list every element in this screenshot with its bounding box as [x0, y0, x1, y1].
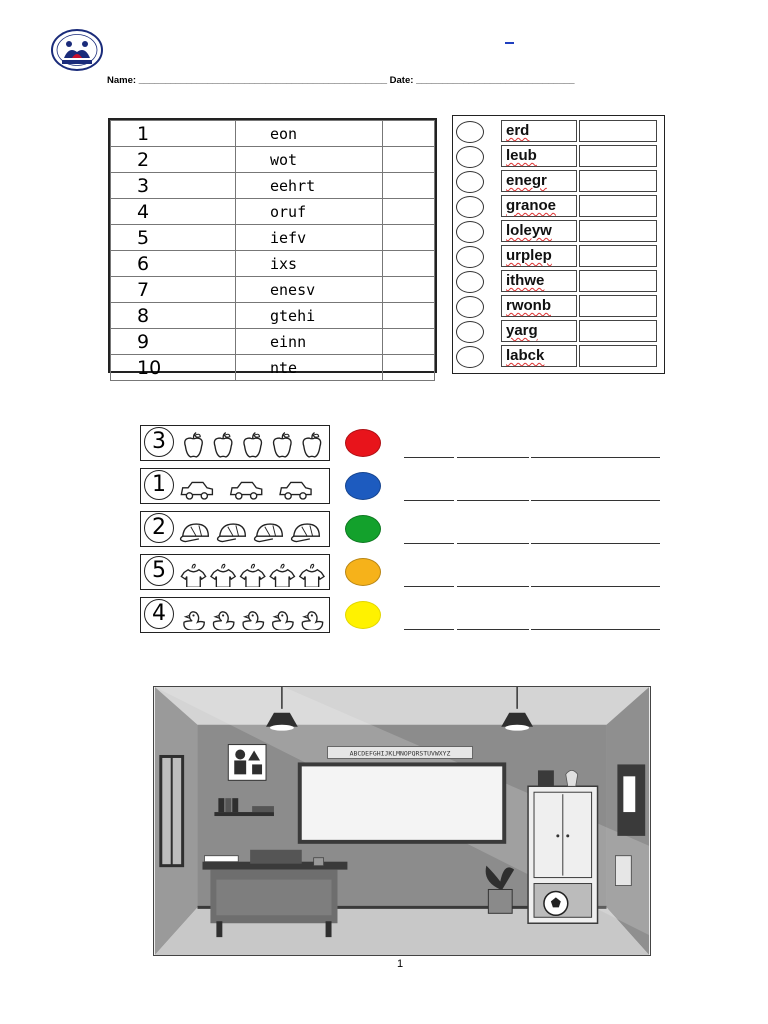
- scrambled-word-cell: eon: [236, 121, 383, 147]
- answer-cell[interactable]: [383, 277, 435, 303]
- answer-line[interactable]: [404, 457, 660, 459]
- name-field[interactable]: _______________________________________________: [138, 75, 388, 86]
- color-dot: [345, 472, 381, 500]
- duck-icon: [302, 612, 322, 630]
- answer-box[interactable]: [579, 270, 657, 292]
- page-number: 1: [396, 958, 404, 970]
- number-words-table: [108, 118, 437, 379]
- table-row: [111, 199, 435, 225]
- number-cell: 3: [111, 173, 236, 199]
- scrambled-color-word: ithwe: [501, 270, 577, 292]
- duck-icon: [184, 612, 204, 630]
- scrambled-color-word: leub: [501, 145, 577, 167]
- duck-icon: [214, 612, 234, 630]
- answer-box[interactable]: [579, 345, 657, 367]
- list-item: [453, 195, 666, 220]
- scrambled-word-cell: wot: [236, 147, 383, 173]
- number-cell: 5: [111, 225, 236, 251]
- answer-cell[interactable]: [383, 225, 435, 251]
- color-circle[interactable]: [456, 346, 484, 368]
- header-mark: [505, 42, 514, 44]
- car-icon: [280, 482, 311, 499]
- counting-row: [140, 468, 330, 504]
- count-digit: 2: [144, 513, 174, 543]
- answer-line[interactable]: [404, 543, 660, 545]
- color-circle[interactable]: [456, 321, 484, 343]
- apple-icon: [244, 433, 262, 457]
- color-circle[interactable]: [456, 246, 484, 268]
- color-circle[interactable]: [456, 196, 484, 218]
- list-item: [453, 220, 666, 245]
- answer-cell[interactable]: [383, 121, 435, 147]
- answer-box[interactable]: [579, 245, 657, 267]
- counted-objects: [179, 514, 327, 544]
- scrambled-word-cell: oruf: [236, 199, 383, 225]
- answer-box[interactable]: [579, 220, 657, 242]
- scrambled-color-word: yarg: [501, 320, 577, 342]
- answer-line[interactable]: [404, 586, 660, 588]
- color-circle[interactable]: [456, 221, 484, 243]
- duck-icon: [273, 612, 293, 630]
- color-dot: [345, 429, 381, 457]
- car-icon: [231, 482, 262, 499]
- scrambled-word-cell: enesv: [236, 277, 383, 303]
- color-dot: [345, 558, 381, 586]
- color-dot: [345, 601, 381, 629]
- number-cell: 8: [111, 303, 236, 329]
- shirt-icon: [241, 564, 265, 587]
- scrambled-word-cell: iefv: [236, 225, 383, 251]
- apple-icon: [274, 433, 292, 457]
- answer-line[interactable]: [404, 500, 660, 502]
- list-item: [453, 120, 666, 145]
- counting-row: [140, 511, 330, 547]
- counting-row: [140, 554, 330, 590]
- apple-icon: [185, 433, 203, 457]
- list-item: [453, 295, 666, 320]
- counting-row: [140, 597, 330, 633]
- table-row: [111, 251, 435, 277]
- alphabet-strip: ABCDEFGHIJKLMNOPQRSTUVWXYZ: [349, 749, 451, 758]
- count-digit: 5: [144, 556, 174, 586]
- color-circle[interactable]: [456, 171, 484, 193]
- number-cell: 1: [111, 121, 236, 147]
- table-row: [111, 303, 435, 329]
- count-digit: 1: [144, 470, 174, 500]
- answer-box[interactable]: [579, 195, 657, 217]
- table-row: [111, 173, 435, 199]
- cap-icon: [292, 524, 320, 542]
- counting-row: [140, 425, 330, 461]
- scrambled-color-word: erd: [501, 120, 577, 142]
- list-item: [453, 170, 666, 195]
- answer-cell[interactable]: [383, 173, 435, 199]
- list-item: [453, 320, 666, 345]
- answer-box[interactable]: [579, 145, 657, 167]
- number-cell: 10: [111, 355, 236, 381]
- color-words-box: [452, 115, 665, 374]
- counted-objects: [179, 471, 327, 501]
- school-logo: [50, 28, 104, 72]
- apple-icon: [303, 433, 321, 457]
- shirt-icon: [181, 564, 205, 587]
- table-row: [111, 277, 435, 303]
- number-cell: 6: [111, 251, 236, 277]
- answer-cell[interactable]: [383, 303, 435, 329]
- answer-cell[interactable]: [383, 355, 435, 381]
- number-cell: 2: [111, 147, 236, 173]
- number-cell: 4: [111, 199, 236, 225]
- shirt-icon: [270, 564, 294, 587]
- list-item: [453, 270, 666, 295]
- classroom-illustration: [153, 686, 651, 956]
- answer-box[interactable]: [579, 295, 657, 317]
- color-circle[interactable]: [456, 121, 484, 143]
- table-row: [111, 147, 435, 173]
- scrambled-color-word: granoe: [501, 195, 577, 217]
- scrambled-word-cell: gtehi: [236, 303, 383, 329]
- answer-cell[interactable]: [383, 199, 435, 225]
- counted-objects: [179, 557, 327, 587]
- scrambled-word-cell: eehrt: [236, 173, 383, 199]
- date-field[interactable]: ______________________________: [416, 75, 575, 86]
- scrambled-word-cell: einn: [236, 329, 383, 355]
- list-item: [453, 245, 666, 270]
- color-circle[interactable]: [456, 296, 484, 318]
- answer-line[interactable]: [404, 629, 660, 631]
- color-dot: [345, 515, 381, 543]
- scrambled-word-cell: nte: [236, 355, 383, 381]
- shirt-icon: [300, 564, 324, 587]
- name-label: Name:: [107, 75, 137, 86]
- scrambled-color-word: rwonb: [501, 295, 577, 317]
- answer-cell[interactable]: [383, 329, 435, 355]
- shirt-icon: [211, 564, 235, 587]
- table-row: [111, 329, 435, 355]
- cap-icon: [255, 524, 283, 542]
- date-label: Date:: [389, 75, 414, 86]
- answer-cell[interactable]: [383, 251, 435, 277]
- scrambled-color-word: urplep: [501, 245, 577, 267]
- color-circle[interactable]: [456, 271, 484, 293]
- table-row: [111, 121, 435, 147]
- answer-box[interactable]: [579, 170, 657, 192]
- duck-icon: [243, 612, 263, 630]
- answer-box[interactable]: [579, 320, 657, 342]
- number-cell: 7: [111, 277, 236, 303]
- apple-icon: [214, 433, 232, 457]
- counted-objects: [179, 600, 327, 630]
- list-item: [453, 145, 666, 170]
- scrambled-color-word: enegr: [501, 170, 577, 192]
- answer-cell[interactable]: [383, 147, 435, 173]
- car-icon: [181, 482, 212, 499]
- scrambled-color-word: labck: [501, 345, 577, 367]
- color-circle[interactable]: [456, 146, 484, 168]
- answer-box[interactable]: [579, 120, 657, 142]
- cap-icon: [181, 524, 209, 542]
- table-row: [111, 355, 435, 381]
- scrambled-word-cell: ixs: [236, 251, 383, 277]
- count-digit: 3: [144, 427, 174, 457]
- number-cell: 9: [111, 329, 236, 355]
- name-date-line: [107, 75, 575, 86]
- list-item: [453, 345, 666, 370]
- scrambled-color-word: loleyw: [501, 220, 577, 242]
- cap-icon: [218, 524, 246, 542]
- table-row: [111, 225, 435, 251]
- count-digit: 4: [144, 599, 174, 629]
- counted-objects: [179, 428, 327, 458]
